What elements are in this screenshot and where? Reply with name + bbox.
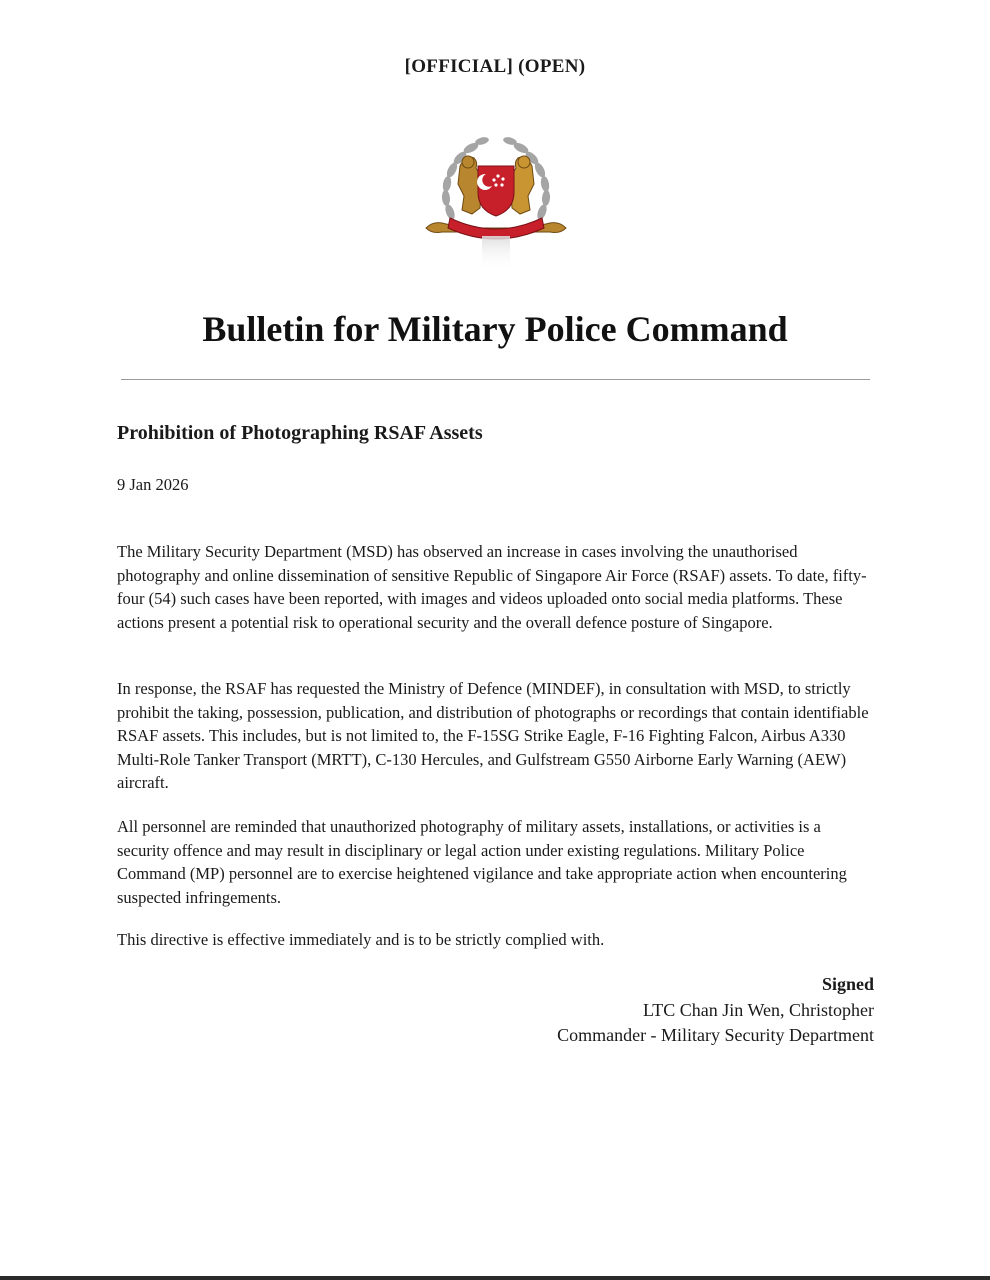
signatory-name: LTC Chan Jin Wen, Christopher: [642, 999, 874, 1020]
signature-block: [557, 972, 874, 1049]
title-divider: [121, 379, 870, 380]
bulletin-date: 9 Jan 2026: [117, 475, 189, 494]
body-paragraph: In response, the RSAF has requested the Ministry of Defence (MINDEF), in consultation with MSD, to strictly prohibit the taking, possession, publication, and distribution of photographs or recordings that contain identifiable RSAF assets. This includes, but is not limited to, the F-15SG Strike Eagle, F-16 Fighting Falcon, Airbus A330 Multi-Role Tanker Transport (MRTT), C-130 Hercules, and Gulfstream G550 Airborne Early Warning (AEW) aircraft.: [117, 679, 869, 793]
body-paragraph: The Military Security Department (MSD) has observed an increase in cases involving the unauthorised photography and online dissemination of sensitive Republic of Singapore Air Force (RSAF) assets. To date, fifty-four (54) such cases have been reported, with images and videos uploaded onto social media platforms. These actions present a potential risk to operational security and the overall defence posture of Singapore.: [117, 542, 867, 632]
body-paragraph: This directive is effective immediately and is to be strictly complied with.: [117, 930, 605, 949]
page-bottom-edge: [0, 1276, 990, 1280]
bulletin-title: Bulletin for Military Police Command: [202, 309, 788, 349]
body-paragraph: All personnel are reminded that unauthorized photography of military assets, installations, or activities is a security offence and may result in disciplinary or legal action under existing regulations. Military Police Command (MP) personnel are to exercise heightened vigilance and take appropriate action when encountering suspected infringements.: [117, 817, 847, 907]
signed-label: Signed: [821, 974, 874, 994]
subject-heading: Prohibition of Photographing RSAF Assets: [117, 422, 483, 444]
crest-base-shadow: [482, 236, 510, 272]
motto-ribbon: [426, 218, 566, 239]
shield-icon: [477, 166, 514, 216]
classification-marking: [OFFICIAL] (OPEN): [404, 56, 586, 77]
signatory-position: Commander - Military Security Department: [557, 1025, 874, 1045]
state-crest-emblem: [416, 124, 576, 274]
